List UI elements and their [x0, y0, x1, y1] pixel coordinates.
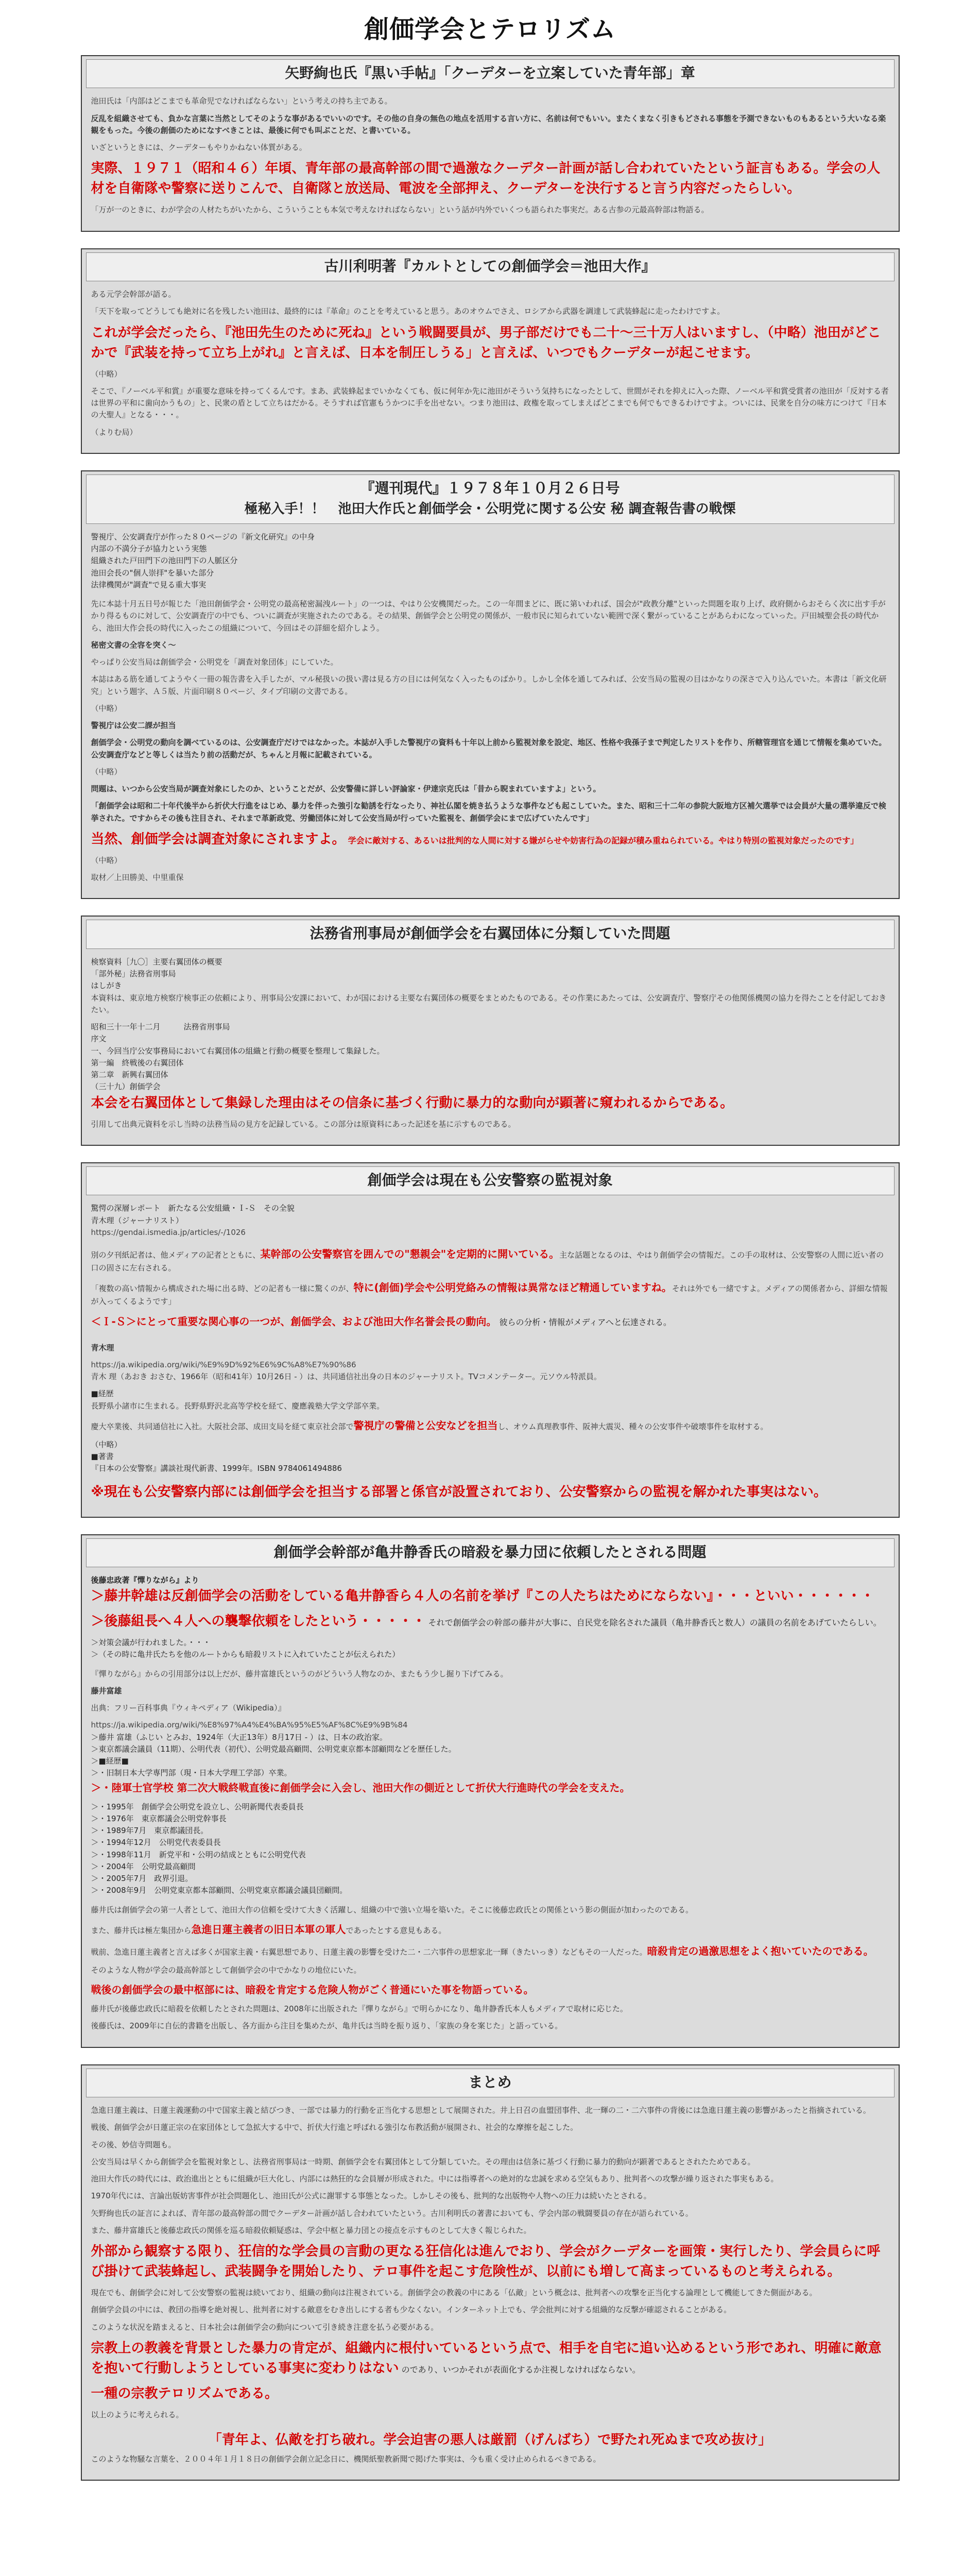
summary-p12: のであり、いつかそれが表面化するか注視しなければならない。 — [401, 2364, 641, 2375]
kamei-p3: 藤井氏は創価学会の第一人者として、池田大作の信頼を受けて大きく活躍し、組織の中で強い立場を築いた。そこに後藤忠政氏との関係という影の側面が加わったのである。 — [91, 1905, 694, 1914]
shukan-gendai-p6: （中略） — [91, 855, 122, 865]
koan-p5r: 警視庁の警備と公安などを担当 — [353, 1419, 498, 1432]
homusho-l7: 第一編 終戦後の右翼団体 — [91, 1058, 184, 1067]
summary-r2: 宗教上の教義を背景とした暴力の肯定が、組織内に根付いているという点で、相手を自宅に追い込めるという形であれ、明確に敵意を抱いて行動しようとしている事実に変わりはない — [91, 2340, 882, 2376]
shukan-gendai-r4-line — [91, 829, 889, 850]
kamei-l14: ＞・2005年7月 政界引退。 — [91, 1874, 193, 1884]
summary-p4: 公安当局は早くから創価学会を監視対象とし、法務省刑事局は一時期、創価学会を右翼団体として分類していた。その理由は信条に基づく行動に暴力的動向が顕著であるとされたためである。 — [91, 2157, 755, 2166]
summary-p2: 戦後、創価学会が日蓮正宗の在家団体として急拡大する中で、折伏大行進と呼ばれる強引な布教活動が展開され、社会的な摩擦を起こした。 — [91, 2123, 578, 2132]
koan-l4: （中略） — [91, 1439, 122, 1449]
koan-p5: 慶大卒業後、共同通信社に入社。大阪社会部、成田支局を経て東京社会部で — [91, 1421, 354, 1431]
koan-p4: 長野県小諸市に生まれる。長野県野沢北高等学校を経て、慶應義塾大学文学部卒業。 — [91, 1401, 385, 1411]
kamei-h1: 藤井富雄 — [91, 1686, 122, 1696]
koan-highlight: ※現在も公安警察内部には創価学会を担当する部署と係官が設置されており、公安警察からの監視を解かれた事実はない。 — [91, 1484, 827, 1500]
furukawa-p5: （よりむ局） — [91, 427, 137, 437]
section-koan-title: 創価学会は現在も公安警察の監視対象 — [86, 1166, 895, 1195]
homusho-l5: 序文 — [91, 1034, 107, 1044]
section-yano-title: 矢野絢也氏『黒い手帖』「クーデターを立案していた青年部」章 — [86, 59, 895, 88]
shukan-gendai-l5: 法律機関が"調査"で見る重大事実 — [91, 580, 207, 589]
shukan-gendai-p2: やっぱり公安当局は創価学会・公明党を「調査対象団体」にしていた。 — [91, 657, 338, 667]
koan-l2: 青木理（ジャーナリスト） — [91, 1215, 183, 1225]
furukawa-p2: 「天下を取ってどうしても絶対に名を残したい池田は、最終的には『革命』のことを考えていると思う。あのオウムでさえ、ロシアから武器を調達して武装蜂起に走ったわけですよ。 — [91, 307, 725, 316]
homusho-l8: 第二章 新興右翼団体 — [91, 1070, 168, 1080]
kamei-l7: ＞・旧制日本大学専門部（現・日本大学理工学部）卒業。 — [91, 1768, 292, 1778]
kamei-r5: 戦後の創価学会の最中枢部には、暗殺を肯定する危険人物がごく普通にいた事を物語っている。 — [91, 1984, 534, 1996]
summary-p13: 以上のように考えられる。 — [91, 2410, 184, 2419]
shukan-gendai-p5: （中略） — [91, 767, 122, 776]
kamei-r2: ＞後藤組長へ４人への襲撃依頼をしたという・・・・・ — [91, 1614, 426, 1630]
summary-r2-line — [91, 2338, 889, 2379]
section-furukawa-title: 古川利明著『カルトとしての創価学会＝池田大作』 — [86, 252, 895, 281]
furukawa-highlight-a: これが学会だったら、『池田先生のために死ね』という戦闘要員が、男子部だけでも二十〜三十万人はいますし、（中略）池田がどこかで『武装を持って立ち上がれ』と言えば、日本を制圧しうる」 — [91, 325, 881, 361]
summary-p6: 1970年代には、言論出版妨害事件が社会問題化し、池田氏が公式に謝罪する事態となった。しかしその後も、批判的な出版物や人物への圧力は続いたとされる。 — [91, 2191, 651, 2201]
summary-quote: 「青年よ、仏敵を打ち破れ。学会迫害の悪人は厳罰（げんばち）で野たれ死ぬまで攻め抜け」 — [208, 2432, 772, 2448]
summary-p3: その後、妙信寺問題も。 — [91, 2140, 176, 2149]
kamei-l11: ＞・1994年12月 公明党代表委員長 — [91, 1838, 221, 1848]
koan-l5: ■著書 — [91, 1452, 114, 1461]
summary-p1: 急進日蓮主義は、日蓮主義運動の中で国家主義と結びつき、一部では暴力的行動を正当化する思想として展開された。井上日召の血盟団事件、北一輝の二・二六事件の背後には急進日蓮主義の影響があったと指摘されている。 — [91, 2106, 871, 2115]
kamei-p4: また、藤井氏は極左集団から — [91, 1925, 192, 1935]
kamei-p6: そのような人物が学会の最高幹部として創価学会の中でかなりの地位にいた。 — [91, 1965, 362, 1975]
shukan-gendai-subtitle: 極秘入手！！ 池田大作氏と創価学会・公明党に関する公安 秘 調査報告書の戦慄 — [244, 501, 736, 517]
shukan-gendai-r3: 「創価学会は昭和二十年代後半から折伏大行進をはじめ、暴力を伴った強引な勧誘を行なったり、神社仏閣を焼き払うような事件なども起こしていた。また、昭和三十二年の参院大阪地方区補欠選挙では会員が大量の選挙違反で検挙された。ですからその後も注目され、それまで革新政党、労働団体に対して公安当局が行っていた監視を、創価学会にまで広げていたんです」 — [91, 801, 886, 823]
koan-url2[interactable]: https://ja.wikipedia.org/wiki/%E9%9D%92%E6%9C%A8%E7%90%86 — [91, 1360, 356, 1369]
homusho-p2: 引用して出典元資料を示し当時の法務当局の見方を記録している。この部分は原資料にあった記述を基に示すものである。 — [91, 1119, 516, 1129]
kamei-l9: ＞・1976年 東京都議会公明党幹事長 — [91, 1814, 227, 1823]
kamei-p5-line — [91, 1943, 889, 1959]
section-summary — [81, 2064, 900, 2481]
koan-l3: ■経歴 — [91, 1389, 114, 1399]
kamei-r1: ＞藤井幹雄は反創価学会の活動をしている亀井静香ら４人の名前を挙げ『この人たちはためにならない』・・・といい・・・・・・ — [91, 1588, 874, 1604]
shukan-gendai-p4: （中略） — [91, 703, 122, 713]
furukawa-p4: そこで、『ノーベル平和賞』が重要な意味を持ってくるんです。まあ、武装蜂起までいかなくても、仮に何年か先に池田がそういう気持ちになったとして、世間がそれを抑えに入った際、ノーベル平和賞受賞者の池田が「反対する者は世界の平和に歯向かうもの」と、民衆の盾として立ちはだかる。そうすれば官憲もうかつに手を出せない。つまり池田は、政権を取ってしまえばどこまでも何でもできるわけですよ。ついには、民衆を自分の味方につけて『日本の大聖人』となる・・・。 — [91, 386, 889, 420]
kamei-l2: ＞対策会議が行われました。・・・ — [91, 1638, 211, 1648]
koan-r1: ＜Ｉ-Ｓ＞にとって重要な関心事の一つが、創価学会、および池田大作名誉会長の動向。 — [91, 1315, 497, 1328]
shukan-gendai-r2: 問題は、いつから公安当局が調査対象にしたのか、ということだが、公安警備に詳しい評論家・伊達宗克氏は「昔から睨まれていますよ」という。 — [91, 784, 601, 794]
koan-p2: 「複数の高い情報から構成された場に出る時、どの記者も一様に驚くのが、 — [91, 1284, 354, 1294]
koan-p1b: 主な話題となるのは、やはり創価学会の情報だ。この手の取材は、公安警察の人間に近い者の口の固さに左右される。 — [91, 1250, 884, 1273]
kamei-l5: ＞東京都議会議員（11期）、公明代表（初代）、公明党最高顧問、公明党東京都本部顧問などを歴任した。 — [91, 1744, 456, 1754]
section-furukawa — [81, 248, 900, 454]
shukan-gendai-h1: 秘密文書の全容を突く〜 — [91, 640, 176, 650]
section-koan — [81, 1162, 900, 1518]
koan-h1: 青木理 — [91, 1343, 114, 1352]
shukan-gendai-r1: 創価学会・公明党の動向を調べているのは、公安調査庁だけではなかった。本誌が入手した警視庁の資料も十年以上前から監視対象を設定、地区、性格や我孫子まで判定したリストを作り、所轄管理官を通じて情報を集めていた。公安調査庁などと等しくは当たり前の活動だが、ちゃんと月報に記載されている。 — [91, 738, 887, 759]
yano-p1: 池田氏は「内部はどこまでも革命児でなければならない」という考えの持ち主である。 — [91, 96, 392, 106]
homusho-l3: はしがき — [91, 981, 122, 991]
kamei-p4-line — [91, 1921, 889, 1938]
homusho-highlight: 本会を右翼団体として集録した理由はその信条に基づく行動に暴力的な動向が顕著に窺われるからである。 — [91, 1095, 734, 1111]
section-homusho-title: 法務省刑事局が創価学会を右翼団体に分類していた問題 — [86, 920, 895, 948]
furukawa-highlight — [91, 323, 889, 363]
koan-r1-line — [91, 1313, 889, 1330]
koan-p2-line — [91, 1279, 889, 1308]
shukan-gendai-h2: 警視庁は公安二課が担当 — [91, 721, 176, 731]
kamei-l3: ＞（その時に亀井氏たちを他のルートからも暗殺リストに入れていたことが伝えられた） — [91, 1650, 400, 1659]
kamei-l15: ＞・2008年9月 公明党東京都本部顧問、公明党東京都議会議員団顧問。 — [91, 1886, 348, 1895]
shukan-gendai-l1: 警視庁、公安調査庁が作った８０ページの『新文化研究』の中身 — [91, 532, 315, 541]
summary-p11: このような状況を踏まえると、日本社会は創価学会の動向について引き続き注意を払う必要がある。 — [91, 2322, 439, 2332]
section-shukan-gendai-title — [86, 474, 895, 524]
kamei-p2: 出典：フリー百科事典『ウィキペディア（Wikipedia）』 — [91, 1703, 286, 1713]
shukan-gendai-title-main: 『週刊現代』１９７８年１０月２６日号 — [360, 479, 620, 497]
kamei-l12: ＞・1998年11月 新党平和・公明の結成とともに公明党代表 — [91, 1850, 306, 1859]
summary-p10: 創価学会員の中には、教団の指導を絶対視し、批判者に対する敵意をむき出しにする者も少なくない。インターネット上でも、学会批判に対する組織的な反撃が確認されることがある。 — [91, 2305, 732, 2315]
kamei-l1: 後藤忠政著『憚りながら』より — [91, 1575, 199, 1585]
homusho-l6: 一、今回当庁公安事務局において右翼団体の組織と行動の概要を整理して集録した。 — [91, 1046, 385, 1056]
kamei-p4b: であったとする意見もある。 — [346, 1925, 446, 1935]
kamei-p4r: 急進日蓮主義者の旧日本軍の軍人 — [191, 1923, 346, 1936]
section-kamei-title: 創価学会幹部が亀井静香氏の暗殺を暴力団に依頼したとされる問題 — [86, 1538, 895, 1567]
kamei-r4: 暗殺肯定の過激思想をよく抱いていたのである。 — [647, 1944, 874, 1957]
section-homusho — [81, 916, 900, 1145]
homusho-l2: 「部外秘」法務省刑事局 — [91, 969, 176, 979]
section-yano — [81, 55, 900, 232]
furukawa-p3: （中略） — [91, 369, 122, 379]
kamei-l13: ＞・2004年 公明党最高顧問 — [91, 1861, 196, 1871]
koan-p1r: 某幹部の公安警察官を囲んでの"懇親会"を定期的に開いている。 — [260, 1248, 560, 1260]
yano-p2: 反乱を組織させても、負かな言葉に当然としてそのような事があるでいいのです。その他の自身の無色の地点を活用する言い方に、名前は何でもいい。またくまなく引きもどされる事態を予測できないものもあるという大いなる楽観をもった。今後の創価のためになすべきことは、最後に何でも叫ぶことだ、と書いている。 — [91, 113, 886, 135]
kamei-r3: ＞・陸軍士官学校 第二次大戦終戦直後に創価学会に入会し、池田大作の側近として折伏大行進時代の学会を支えた。 — [91, 1781, 630, 1794]
summary-r3: 一種の宗教テロリズムである。 — [91, 2385, 278, 2401]
homusho-l9: （三十九）創価学会 — [91, 1082, 161, 1092]
kamei-r2b: それで創価学会の幹部の藤井が大事に、自民党を除名された議員（亀井静香氏と数人）の議員の名前をあげていたらしい。 — [428, 1618, 882, 1628]
summary-p5: 池田大作氏の時代には、政治進出とともに組織が巨大化し、内部には熱狂的な会員層が形成された。中には指導者への絶対的な忠誠を求める空気もあり、批判者への攻撃が繰り返された事実もある。 — [91, 2174, 779, 2184]
yano-p3: いざというときには、クーデターもやりかねない体質がある。 — [91, 143, 307, 152]
koan-p3: 青木 理（あおき おさむ、1966年（昭和41年）10月26日 - ）は、共同通信社出身の日本のジャーナリスト。TVコメンテーター。元ソウル特派員。 — [91, 1372, 601, 1381]
homusho-l4: 昭和三十一年十二月 法務省刑事局 — [91, 1022, 230, 1032]
koan-p2b: それは外でも一緒ですよ。メディアの関係者から、詳細な情報が入ってくるようです」 — [91, 1284, 888, 1307]
shukan-gendai-l2: 内部の不満分子が協力という実態 — [91, 544, 207, 554]
furukawa-highlight-b: と言えば、いつでもクーデターが起こせます。 — [479, 345, 759, 361]
koan-l6: 『日本の公安警察』講談社現代新書、1999年。ISBN 9784061494886 — [91, 1464, 342, 1473]
shukan-gendai-l4: 池田会長の"個人崇拝"を暴いた部分 — [91, 568, 214, 578]
koan-url1[interactable]: https://gendai.ismedia.jp/articles/-/1026 — [91, 1227, 246, 1237]
homusho-l1: 検察資料［九〇］主要右翼団体の概要 — [91, 957, 222, 967]
kamei-l4: ＞藤井 富雄（ふじい とみお、1924年（大正13年）8月17日 - ）は、日本の政治家。 — [91, 1732, 387, 1742]
shukan-gendai-p1: 先に本誌十月五日号が報じた「池田創価学会・公明党の最高秘密漏洩ルート」の一つは、やはり公安機関だった。この一年間まどに、既に第いわれば、国会が"政教分離"といった問題を取り上げ、政府側からおそらく次に出す手がかり得るものに対して、公安調査庁の中でも、ついに調査が実施されたのである。その結果、創価学会と公明党の関係が、一般市民に知られていない範囲で深く繋がっていることがあらわになっていった。戸田城聖会長の時代から、池田大作会長の時代に入ったこの組織について、今回はその詳細を紹介しよう。 — [91, 599, 886, 633]
koan-p1: 別の夕刊紙記者は、他メディアの記者とともに、 — [91, 1250, 261, 1260]
kamei-l6: ＞■経歴■ — [91, 1756, 129, 1766]
shukan-gendai-r4: 当然、創価学会は調査対象にされますよ。 — [91, 831, 346, 847]
kamei-url1[interactable]: https://ja.wikipedia.org/wiki/%E8%97%A4%E4%BA%95%E5%AF%8C%E9%9B%84 — [91, 1720, 408, 1730]
summary-p9: 現在でも、創価学会に対して公安警察の監視は続いており、組織の動向は注視されている。創価学会の教義の中にある「仏敵」という概念は、批判者への攻撃を正当化する論理として機能してきた側面がある。 — [91, 2288, 817, 2298]
summary-p7: 矢野絢也氏の証言によれば、青年部の最高幹部の間でクーデター計画が話し合われていたという。古川利明氏の著書においても、学会内部の戦闘要員の存在が語られている。 — [91, 2208, 693, 2218]
koan-p2r: 特に(創価)学会や公明党絡みの情報は異常なほど精通していますね。 — [353, 1281, 672, 1294]
shukan-gendai-p7: 取材／上田勝美、中里重保 — [91, 873, 184, 883]
page-title: 創価学会とテロリズム — [364, 15, 616, 44]
koan-l1: 驚愕の深層レポート 新たなる公安組織・Ｉ-Ｓ その全貌 — [91, 1204, 295, 1213]
yano-highlight: 実際、１９７１（昭和４６）年頃、青年部の最高幹部の間で過激なクーデター計画が話し合われていたという証言もある。学会の人材を自衛隊や警察に送りこんで、自衛隊と放送局、電波を全部押え、クーデターを決行すると言う内容だったらしい。 — [91, 161, 881, 197]
kamei-r2-line — [91, 1612, 889, 1632]
shukan-gendai-r4b: 学会に敵対する、あるいは批判的な人間に対する嫌がらせや妨害行為の記録が積み重ねられている。やはり特別の監視対象だったのです」 — [348, 835, 859, 845]
summary-r1: 外部から観察する限り、狂信的な学会員の言動の更なる狂信化は進んでおり、学会がクーデターを画策・実行したり、学会員らに呼び掛けて武装蜂起し、武装闘争を開始したり、テロ事件を起こす危険性が、以前にも増して高まっているものと考えられる。 — [91, 2244, 881, 2280]
kamei-p1: 『憚りながら』からの引用部分は以上だが、藤井富雄氏というのがどういう人物なのか、またもう少し掘り下げてみる。 — [91, 1669, 508, 1679]
koan-p5-line — [91, 1417, 889, 1434]
homusho-p1: 本資料は、東京地方検察庁検事正の依頼により、刑事局公安課において、わが国における主要な右翼団体の概要をまとめたものである。その作業にあたっては、公安調査庁、警察庁その他関係機関の協力を得たことを付記しておきたい。 — [91, 993, 887, 1014]
section-summary-title: まとめ — [86, 2069, 895, 2097]
kamei-l8: ＞・1995年 創価学会公明党を設立し、公明新聞代表委員長 — [91, 1802, 304, 1811]
kamei-p8: 後藤氏は、2009年に自伝的書籍を出版し、各方面から注目を集めたが、亀井氏は当時を振り返り、「家族の身を案じた」と語っている。 — [91, 2021, 563, 2031]
summary-p8: また、藤井富雄氏と後藤忠政氏の関係を巡る暗殺依頼疑惑は、学会中枢と暴力団との接点を示すものとして大きく報じられた。 — [91, 2225, 531, 2235]
kamei-l10: ＞・1989年7月 東京都議団長。 — [91, 1826, 209, 1836]
summary-p14: このような物騒な言葉を、２００４年１月１８日の創価学会創立記念日に、機関紙聖教新聞で掲げた事実は、今も重く受け止められるべきである。 — [91, 2454, 601, 2464]
koan-p5b: し、オウム真理教事件、阪神大震災、種々の公安事件や破壊事件を取材する。 — [497, 1421, 768, 1431]
page — [0, 9, 980, 2481]
kamei-p7: 藤井氏が後藤忠政氏に暗殺を依頼したとされた問題は、2008年に出版された『憚りながら』で明らかになり、亀井静香氏本人もメディアで取材に応じた。 — [91, 2004, 628, 2014]
shukan-gendai-p3: 本誌はある筋を通してようやく一冊の報告書を入手したが、マル秘扱いの扱い書は見る方の目には何気なく入ったものばかり。しかし全体を通してみれば、公安当局の監視の目はかなりの深さで入り込んでいた。本書は「新文化研究」という題字、Ａ５版、片面印刷８０ページ、タイプ印刷の文書である。 — [91, 674, 887, 696]
section-shukan-gendai — [81, 470, 900, 900]
kamei-p5: 戦前、急進日蓮主義者と言えば多くが国家主義・右翼思想であり、日蓮主義の影響を受けた二・二六事件の思想家北一輝（きたいっき）などもその一人だった。 — [91, 1947, 647, 1957]
furukawa-p1: ある元学会幹部が語る。 — [91, 290, 176, 299]
shukan-gendai-l3: 組織された戸田門下の池田門下の人脈区分 — [91, 556, 238, 566]
yano-p4: 「万が一のときに、わが学会の人材たちがいたから、こういうことも本気で考えなければならない」という話が内外でいくつも語られた事実だ。ある古参の元最高幹部は物語る。 — [91, 205, 709, 215]
koan-r1b: 彼らの分析・情報がメディアへと伝達される。 — [499, 1317, 672, 1327]
section-kamei — [81, 1534, 900, 2048]
koan-p1-line — [91, 1246, 889, 1274]
